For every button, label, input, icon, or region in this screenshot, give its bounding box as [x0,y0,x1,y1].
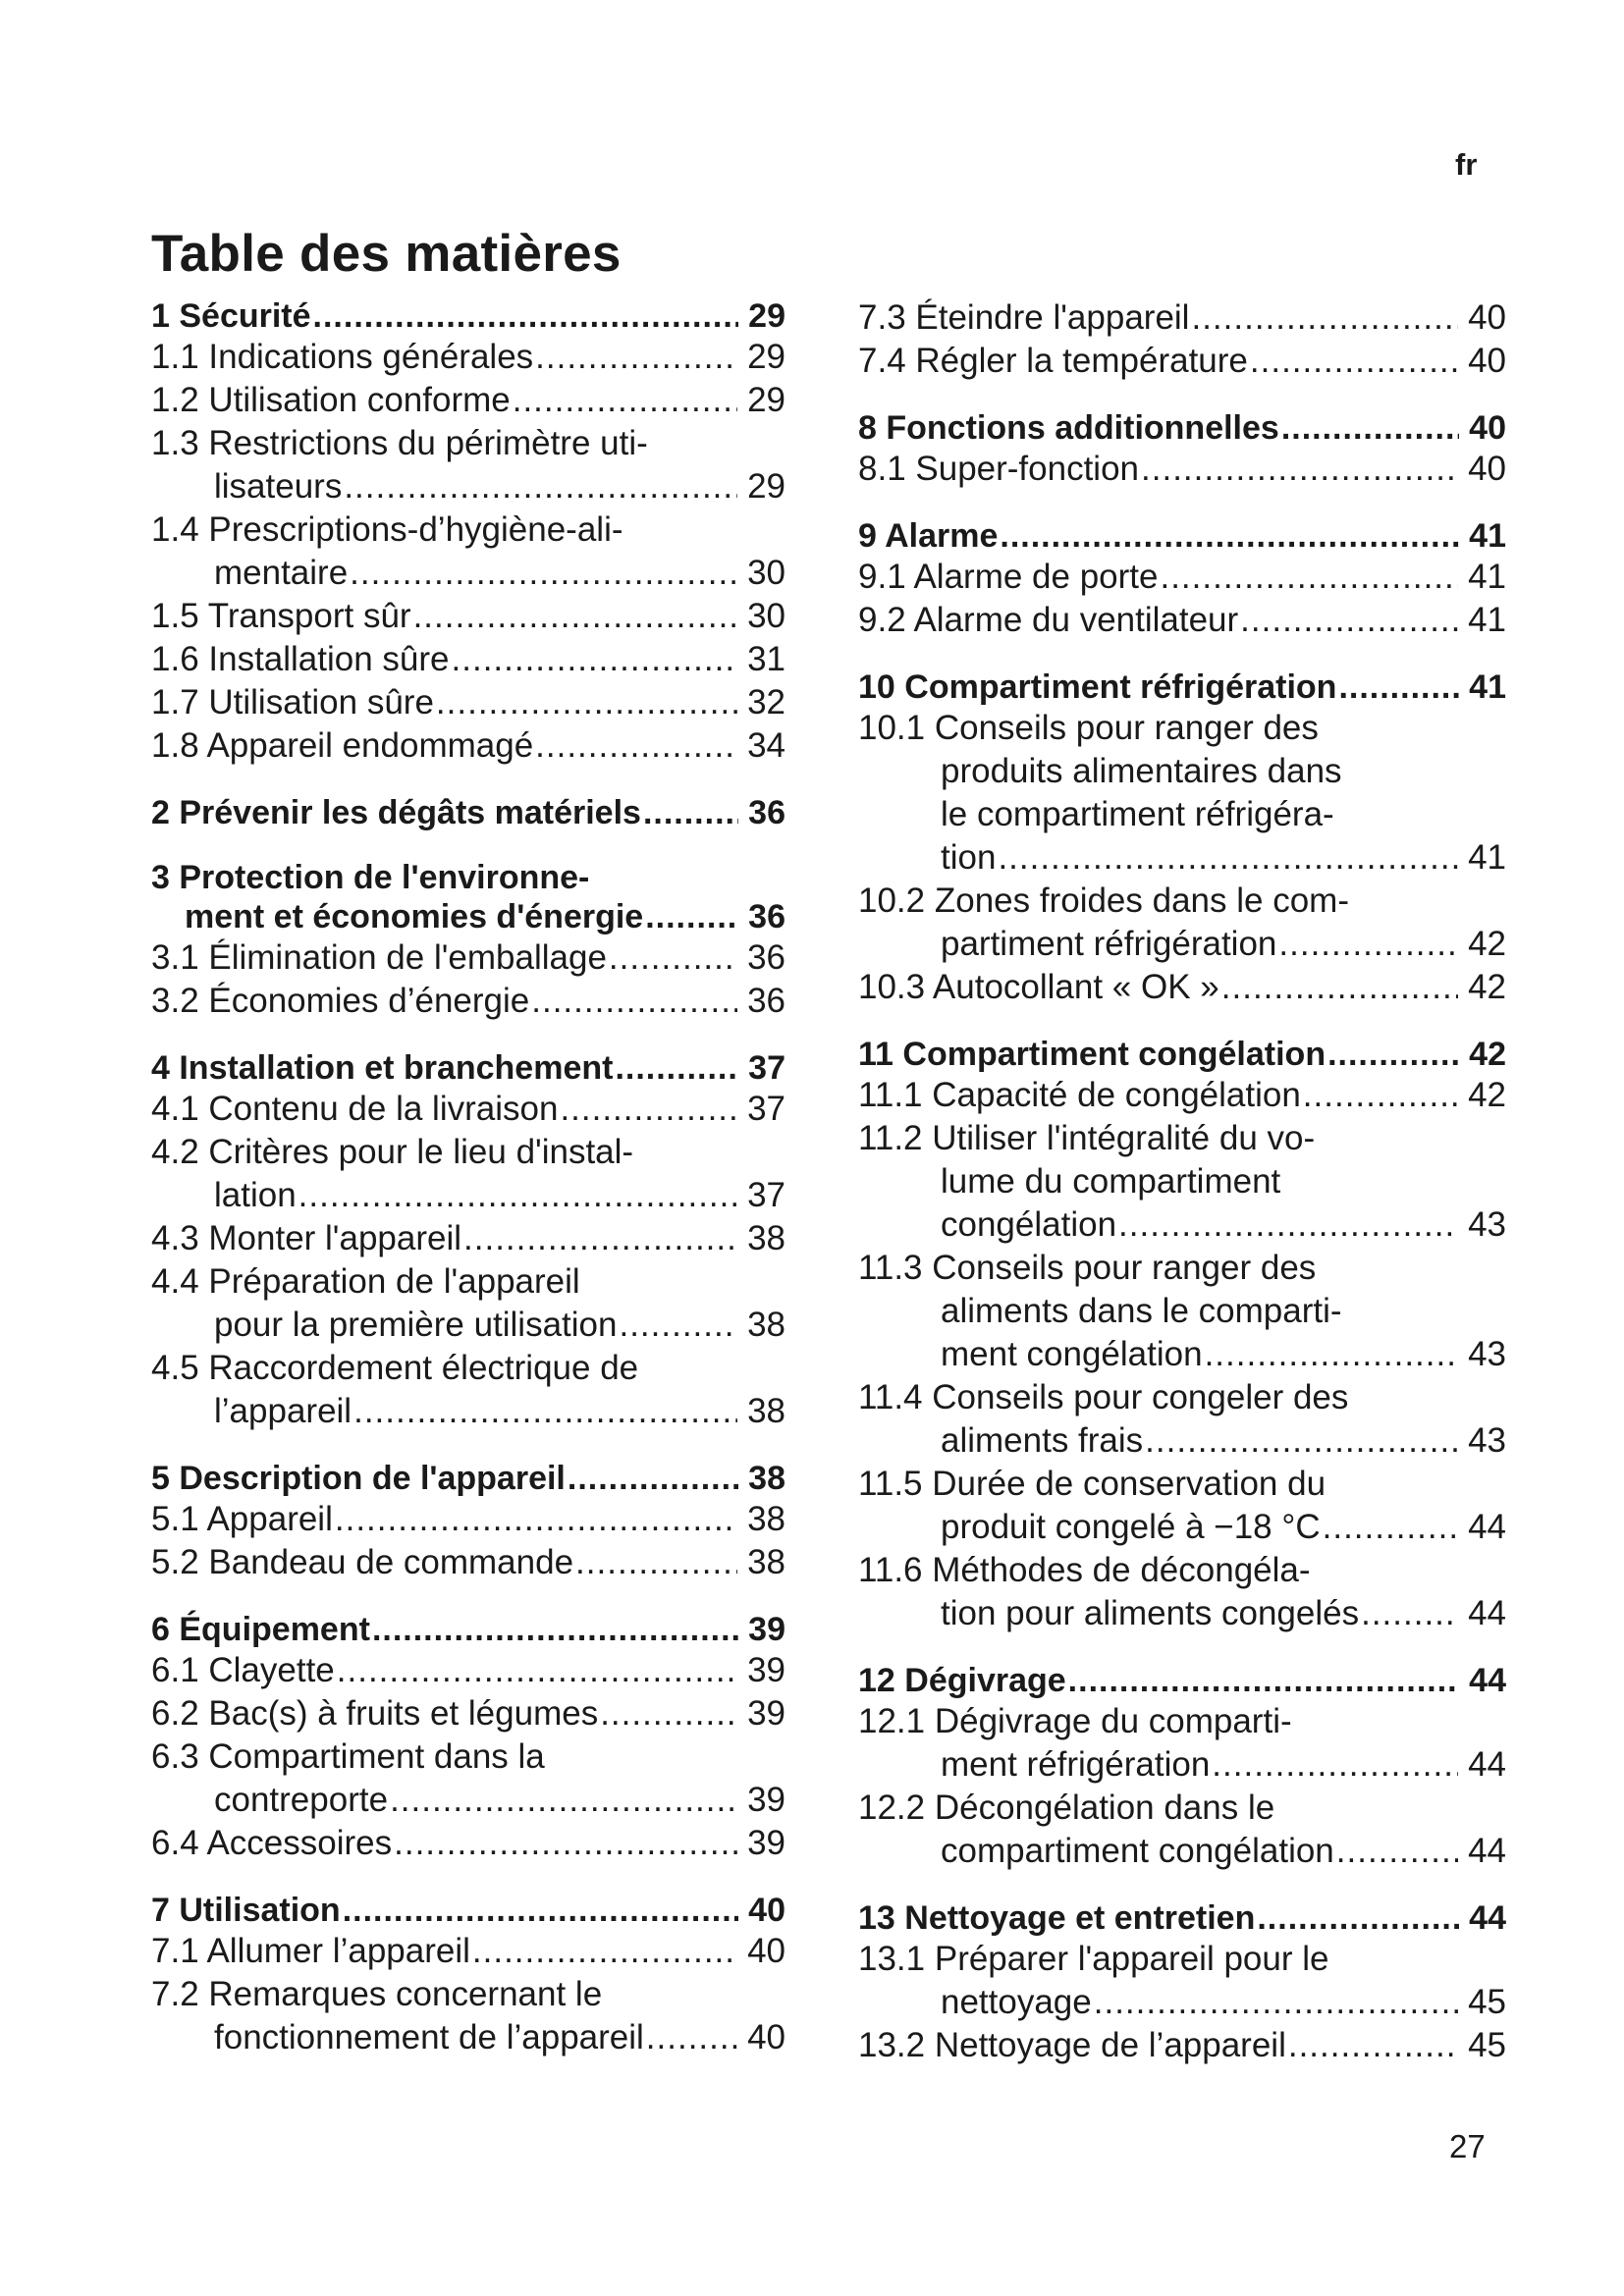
language-code: fr [1455,147,1478,182]
toc-entry-5-1[interactable]: 5.1 Appareil ..... 38 [151,1498,785,1541]
toc-entry-4-5[interactable]: 4.5 Raccordement électrique de l’appareil ..... 38 [151,1347,785,1433]
toc-left-column [151,296,785,2059]
toc-entry-11-4[interactable]: 11.4 Conseils pour congeler des aliments frais ..... 43 [858,1376,1506,1463]
toc-section-2 [151,793,785,832]
toc-right-column [858,296,1506,2067]
toc-entry-1[interactable]: 1 Sécurité ..... 29 [151,296,785,336]
toc-entry-6[interactable]: 6 Équipement ..... 39 [151,1610,785,1649]
toc-section-3 [151,858,785,1023]
toc-entry-1-3[interactable]: 1.3 Restrictions du périmètre uti- lisateurs ..... 29 [151,422,785,508]
toc-entry-7[interactable]: 7 Utilisation ..... 40 [151,1891,785,1930]
toc-entry-8-1[interactable]: 8.1 Super-fonction ..... 40 [858,448,1506,491]
toc-entry-10-1[interactable]: 10.1 Conseils pour ranger des produits alimentaires dans le compartiment réfrigéra- tion ..... 41 [858,707,1506,880]
toc-entry-7-1[interactable]: 7.1 Allumer l’appareil ..... 40 [151,1930,785,1973]
toc-entry-13-1[interactable]: 13.1 Préparer l'appareil pour le nettoyage ..... 45 [858,1938,1506,2024]
toc-entry-1-5[interactable]: 1.5 Transport sûr ..... 30 [151,595,785,638]
toc-entry-7-4[interactable]: 7.4 Régler la température ..... 40 [858,340,1506,383]
toc-section-13 [858,1898,1506,2067]
toc-section-7 [151,1891,785,2059]
toc-entry-10-3[interactable]: 10.3 Autocollant « OK » ..... 42 [858,966,1506,1009]
toc-entry-7-2[interactable]: 7.2 Remarques concernant le fonctionnement de l’appareil ..... 40 [151,1973,785,2059]
toc-section-12 [858,1661,1506,1873]
toc-entry-6-1[interactable]: 6.1 Clayette ..... 39 [151,1649,785,1692]
toc-section-8 [858,408,1506,491]
page-title: Table des matières [151,225,622,283]
toc-entry-3[interactable]: 3 Protection de l'environne- ment et économies d'énergie ..... 36 [151,858,785,936]
toc-entry-11-2[interactable]: 11.2 Utiliser l'intégralité du vo- lume du compartiment congélation ..... 43 [858,1117,1506,1247]
toc-entry-4-1[interactable]: 4.1 Contenu de la livraison ..... 37 [151,1088,785,1131]
toc-entry-13[interactable]: 13 Nettoyage et entretien ..... 44 [858,1898,1506,1938]
toc-entry-12[interactable]: 12 Dégivrage ..... 44 [858,1661,1506,1700]
toc-entry-11[interactable]: 11 Compartiment congélation ..... 42 [858,1035,1506,1074]
toc-entry-1-6[interactable]: 1.6 Installation sûre ..... 31 [151,638,785,681]
toc-entry-5[interactable]: 5 Description de l'appareil ..... 38 [151,1459,785,1498]
toc-entry-2[interactable]: 2 Prévenir les dégâts matériels ..... 36 [151,793,785,832]
toc-section-5 [151,1459,785,1584]
toc-entry-11-6[interactable]: 11.6 Méthodes de décongéla- tion pour aliments congelés ..... 44 [858,1549,1506,1635]
toc-entry-13-2[interactable]: 13.2 Nettoyage de l’appareil ..... 45 [858,2024,1506,2067]
toc-entry-10-2[interactable]: 10.2 Zones froides dans le com- partiment réfrigération ..... 42 [858,880,1506,966]
toc-entry-10[interactable]: 10 Compartiment réfrigération ..... 41 [858,667,1506,707]
toc-entry-4-2[interactable]: 4.2 Critères pour le lieu d'instal- lation ..... 37 [151,1131,785,1217]
toc-entry-6-4[interactable]: 6.4 Accessoires ..... 39 [151,1822,785,1865]
toc-entry-4-3[interactable]: 4.3 Monter l'appareil ..... 38 [151,1217,785,1260]
toc-entry-4[interactable]: 4 Installation et branchement ..... 37 [151,1048,785,1088]
toc-entry-7-3[interactable]: 7.3 Éteindre l'appareil ..... 40 [858,296,1506,340]
toc-entry-1-2[interactable]: 1.2 Utilisation conforme ..... 29 [151,379,785,422]
toc-entry-4-4[interactable]: 4.4 Préparation de l'appareil pour la première utilisation ..... 38 [151,1260,785,1347]
toc-entry-3-2[interactable]: 3.2 Économies d’énergie ..... 36 [151,980,785,1023]
toc-section-6 [151,1610,785,1865]
toc-entry-11-5[interactable]: 11.5 Durée de conservation du produit congelé à −18 °C ..... 44 [858,1463,1506,1549]
toc-entry-11-1[interactable]: 11.1 Capacité de congélation ..... 42 [858,1074,1506,1117]
toc-entry-12-2[interactable]: 12.2 Décongélation dans le compartiment congélation ..... 44 [858,1787,1506,1873]
toc-entry-9-1[interactable]: 9.1 Alarme de porte ..... 41 [858,556,1506,599]
toc-entry-6-2[interactable]: 6.2 Bac(s) à fruits et légumes ..... 39 [151,1692,785,1735]
toc-entry-6-3[interactable]: 6.3 Compartiment dans la contreporte ..... 39 [151,1735,785,1822]
toc-section-9 [858,516,1506,642]
toc-section-11 [858,1035,1506,1635]
toc-entry-1-7[interactable]: 1.7 Utilisation sûre ..... 32 [151,681,785,724]
toc-section-10 [858,667,1506,1009]
toc-entry-9-2[interactable]: 9.2 Alarme du ventilateur ..... 41 [858,599,1506,642]
toc-entry-8[interactable]: 8 Fonctions additionnelles ..... 40 [858,408,1506,448]
toc-entry-12-1[interactable]: 12.1 Dégivrage du comparti- ment réfrigération ..... 44 [858,1700,1506,1787]
toc-entry-1-1[interactable]: 1.1 Indications générales ..... 29 [151,336,785,379]
toc-entry-1-8[interactable]: 1.8 Appareil endommagé ..... 34 [151,724,785,768]
page-number: 27 [1449,2128,1486,2164]
toc-section-4 [151,1048,785,1433]
toc-section-1 [151,296,785,768]
toc-entry-11-3[interactable]: 11.3 Conseils pour ranger des aliments dans le comparti- ment congélation ..... 43 [858,1247,1506,1376]
toc-entry-1-4[interactable]: 1.4 Prescriptions-d’hygiène-ali- mentaire ..... 30 [151,508,785,595]
toc-entry-3-1[interactable]: 3.1 Élimination de l'emballage ..... 36 [151,936,785,980]
toc-section-7-continued [858,296,1506,383]
toc-entry-5-2[interactable]: 5.2 Bandeau de commande ..... 38 [151,1541,785,1584]
toc-entry-9[interactable]: 9 Alarme ..... 41 [858,516,1506,556]
